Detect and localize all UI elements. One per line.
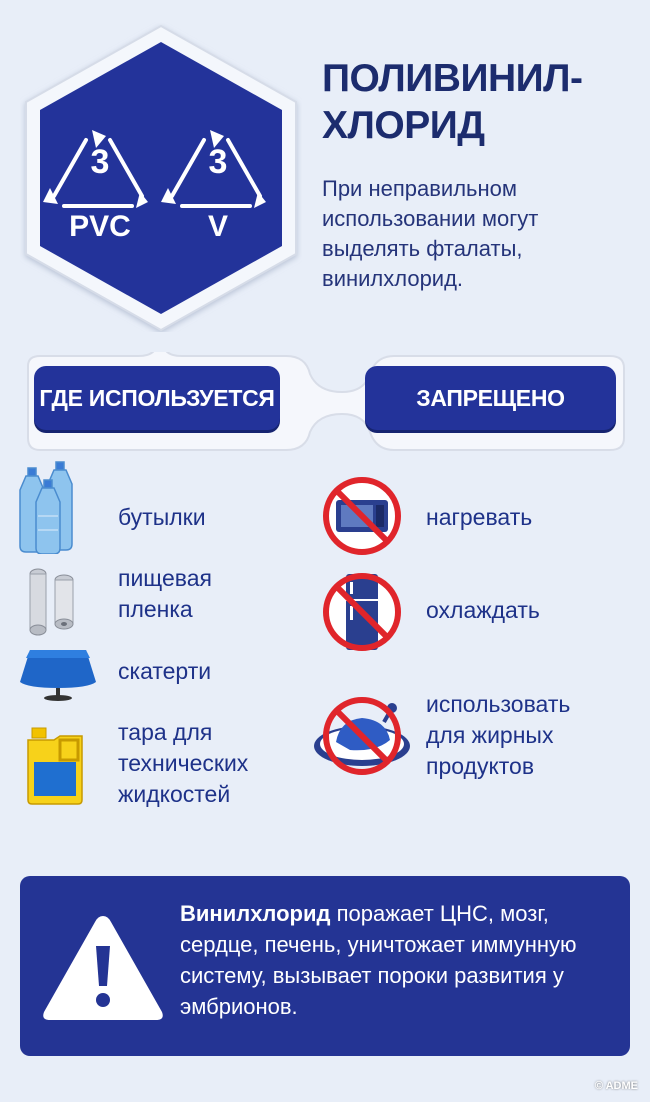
used-item-canister [118,717,248,810]
used-item-wrap [118,563,212,625]
no-fridge-icon [320,568,404,658]
recycle-number-1: 3 [90,143,110,181]
used-item-wrap-line-1: пищевая [118,565,212,591]
forbidden-item-fatty-line-2: для жирных [426,722,554,748]
forbidden-item-cool: охлаждать [426,597,540,623]
forbidden-item-fatty-line-1: использовать [426,691,571,717]
recycling-hexagon [20,22,302,332]
credit-watermark: © ADME [594,1080,638,1092]
forbidden-item-fatty-food [426,689,570,782]
plastic-wrap-roll-icon [24,566,84,636]
forbidden-item-heat: нагревать [426,504,533,530]
used-item-canister-line-3: жидкостей [118,781,231,807]
used-section-label: ГДЕ ИСПОЛЬЗУЕТСЯ [34,366,280,430]
tablecloth-icon [18,644,98,702]
recycle-code-v: V [207,210,228,243]
used-item-wrap-line-2: пленка [118,596,193,622]
no-roast-chicken-icon [310,694,414,778]
warning-triangle-icon [38,908,168,1026]
used-item-canister-line-2: технических [118,750,249,776]
forbidden-section-label: ЗАПРЕЩЕНО [365,366,616,430]
page-title [322,55,632,149]
used-item-tablecloth: скатерти [118,658,212,684]
water-bottles-icon [18,458,88,554]
warning-rest: поражает ЦНС, мозг, сердце, печень, уничтожает иммунную систему, вызывает пороки развития у эмбрионов. [180,901,577,1019]
description: При неправильном использовании могут выделять фталаты, винилхлорид. [322,176,539,291]
title-line-1: ПОЛИВИНИЛ- [322,57,583,100]
recycle-number-2: 3 [208,143,228,181]
warning-bold-term: Винилхлорид [180,901,331,926]
canister-icon [24,726,86,806]
used-item-canister-line-1: тара для [118,719,213,745]
no-microwave-icon [320,474,404,558]
forbidden-item-fatty-line-3: продуктов [426,753,535,779]
used-item-bottles: бутылки [118,504,206,530]
recycle-code-pvc: PVC [69,210,131,243]
title-line-2: ХЛОРИД [322,104,485,147]
warning-text [180,898,620,1022]
